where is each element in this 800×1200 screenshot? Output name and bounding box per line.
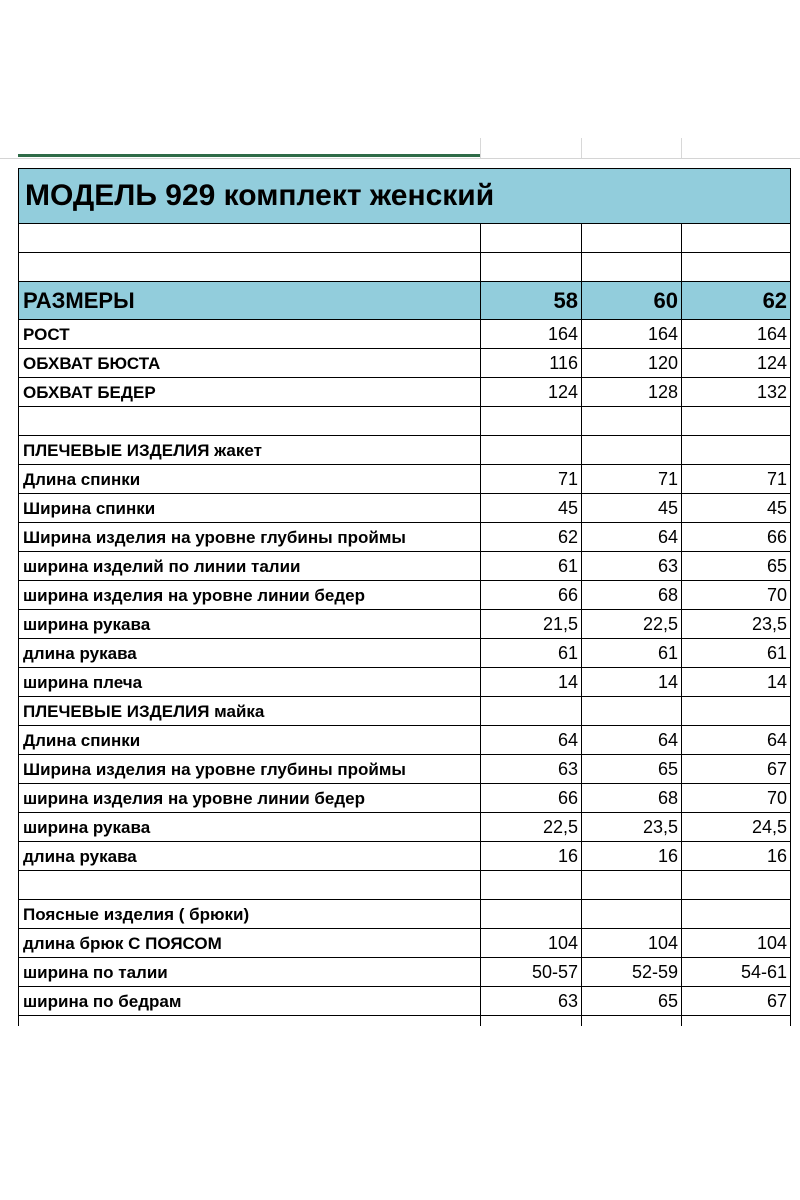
table-row — [19, 581, 791, 610]
row-label[interactable]: Ширина спинки — [19, 494, 481, 523]
value-cell[interactable]: 66 — [481, 784, 582, 813]
value-cell[interactable]: 45 — [582, 494, 682, 523]
value-cell[interactable]: 45 — [481, 494, 582, 523]
value-cell[interactable]: 124 — [481, 378, 582, 407]
value-cell[interactable]: 64 — [582, 726, 682, 755]
table-row — [19, 378, 791, 407]
table-row — [19, 639, 791, 668]
value-cell[interactable]: 22,5 — [481, 813, 582, 842]
row-label[interactable]: ширина рукава — [19, 610, 481, 639]
value-cell[interactable]: 71 — [682, 465, 791, 494]
value-cell[interactable]: 64 — [481, 726, 582, 755]
value-cell[interactable]: 65 — [682, 552, 791, 581]
table-row — [19, 668, 791, 697]
empty-cell[interactable] — [481, 1016, 582, 1027]
empty-cell[interactable] — [19, 1016, 481, 1027]
table-row — [19, 726, 791, 755]
empty-cell[interactable] — [481, 900, 582, 929]
table-row — [19, 987, 791, 1016]
value-cell[interactable]: 16 — [582, 842, 682, 871]
row-label[interactable]: ширина рукава — [19, 813, 481, 842]
sheet-top-strip — [0, 138, 800, 159]
sheet-title[interactable]: МОДЕЛЬ 929 комплект женский — [19, 169, 791, 224]
table-row — [19, 349, 791, 378]
row-label[interactable]: ширина по талии — [19, 958, 481, 987]
value-cell[interactable]: 66 — [682, 523, 791, 552]
empty-cell[interactable] — [682, 697, 791, 726]
empty-cell[interactable] — [481, 697, 582, 726]
empty-cell[interactable] — [582, 900, 682, 929]
partial-row — [19, 1016, 791, 1027]
value-cell[interactable]: 61 — [582, 639, 682, 668]
value-cell[interactable]: 54-61 — [682, 958, 791, 987]
size-cell[interactable]: 58 — [481, 282, 582, 320]
value-cell[interactable]: 65 — [582, 987, 682, 1016]
value-cell[interactable]: 21,5 — [481, 610, 582, 639]
section-title[interactable]: ПЛЕЧЕВЫЕ ИЗДЕЛИЯ жакет — [19, 436, 481, 465]
value-cell[interactable]: 128 — [582, 378, 682, 407]
sizes-header-row — [19, 282, 791, 320]
table-row — [19, 813, 791, 842]
empty-row — [19, 871, 791, 900]
value-cell[interactable]: 70 — [682, 581, 791, 610]
row-label[interactable]: РОСТ — [19, 320, 481, 349]
value-cell[interactable]: 14 — [582, 668, 682, 697]
row-label[interactable]: Длина спинки — [19, 726, 481, 755]
value-cell[interactable]: 50-57 — [481, 958, 582, 987]
table-row — [19, 523, 791, 552]
value-cell[interactable]: 67 — [682, 755, 791, 784]
value-cell[interactable]: 24,5 — [682, 813, 791, 842]
value-cell[interactable]: 22,5 — [582, 610, 682, 639]
value-cell[interactable]: 64 — [682, 726, 791, 755]
value-cell[interactable]: 45 — [682, 494, 791, 523]
section-header-row — [19, 900, 791, 929]
row-label[interactable]: ширина по бедрам — [19, 987, 481, 1016]
value-cell[interactable]: 120 — [582, 349, 682, 378]
value-cell[interactable]: 63 — [582, 552, 682, 581]
table-row — [19, 842, 791, 871]
section-header-row — [19, 697, 791, 726]
value-cell[interactable]: 52-59 — [582, 958, 682, 987]
empty-cell[interactable] — [582, 697, 682, 726]
row-label[interactable]: Ширина изделия на уровне глубины проймы — [19, 523, 481, 552]
empty-cell[interactable] — [682, 1016, 791, 1027]
row-label[interactable]: Длина спинки — [19, 465, 481, 494]
table-row — [19, 929, 791, 958]
value-cell[interactable]: 14 — [682, 668, 791, 697]
value-cell[interactable]: 23,5 — [582, 813, 682, 842]
value-cell[interactable]: 124 — [682, 349, 791, 378]
table-row — [19, 610, 791, 639]
row-label[interactable]: Ширина изделия на уровне глубины проймы — [19, 755, 481, 784]
section-header-row — [19, 436, 791, 465]
empty-cell[interactable] — [19, 871, 481, 900]
section-title[interactable]: Поясные изделия ( брюки) — [19, 900, 481, 929]
row-label[interactable]: длина рукава — [19, 639, 481, 668]
value-cell[interactable]: 63 — [481, 755, 582, 784]
row-label[interactable]: длина брюк С ПОЯСОМ — [19, 929, 481, 958]
value-cell[interactable]: 164 — [682, 320, 791, 349]
active-column-indicator — [18, 154, 480, 157]
row-label[interactable]: ширина плеча — [19, 668, 481, 697]
value-cell[interactable]: 62 — [481, 523, 582, 552]
empty-cell[interactable] — [682, 871, 791, 900]
table-row — [19, 494, 791, 523]
value-cell[interactable]: 116 — [481, 349, 582, 378]
empty-row — [19, 407, 791, 436]
table-row — [19, 320, 791, 349]
empty-cell[interactable] — [682, 436, 791, 465]
row-label[interactable]: ширина изделия на уровне линии бедер — [19, 581, 481, 610]
empty-cell[interactable] — [682, 900, 791, 929]
value-cell[interactable]: 67 — [682, 987, 791, 1016]
table-row — [19, 465, 791, 494]
value-cell[interactable]: 66 — [481, 581, 582, 610]
row-label[interactable]: ширина изделия на уровне линии бедер — [19, 784, 481, 813]
size-chart-table — [18, 168, 791, 1026]
row-label[interactable]: ширина изделий по линии талии — [19, 552, 481, 581]
value-cell[interactable]: 16 — [682, 842, 791, 871]
empty-cell[interactable] — [481, 871, 582, 900]
row-label[interactable]: ОБХВАТ БЮСТА — [19, 349, 481, 378]
value-cell[interactable]: 63 — [481, 987, 582, 1016]
row-label[interactable]: ОБХВАТ БЕДЕР — [19, 378, 481, 407]
row-label[interactable]: длина рукава — [19, 842, 481, 871]
value-cell[interactable]: 16 — [481, 842, 582, 871]
value-cell[interactable]: 68 — [582, 784, 682, 813]
value-cell[interactable]: 164 — [582, 320, 682, 349]
empty-cell[interactable] — [481, 407, 582, 436]
value-cell[interactable]: 64 — [582, 523, 682, 552]
value-cell[interactable]: 104 — [682, 929, 791, 958]
size-cell[interactable]: 62 — [682, 282, 791, 320]
value-cell[interactable]: 65 — [582, 755, 682, 784]
value-cell[interactable]: 132 — [682, 378, 791, 407]
value-cell[interactable]: 68 — [582, 581, 682, 610]
empty-cell[interactable] — [19, 407, 481, 436]
value-cell[interactable]: 61 — [481, 552, 582, 581]
value-cell[interactable]: 164 — [481, 320, 582, 349]
table-row — [19, 552, 791, 581]
value-cell[interactable]: 61 — [481, 639, 582, 668]
empty-cell[interactable] — [582, 436, 682, 465]
empty-cell[interactable] — [682, 407, 791, 436]
section-title[interactable]: ПЛЕЧЕВЫЕ ИЗДЕЛИЯ майка — [19, 697, 481, 726]
table-row — [19, 784, 791, 813]
value-cell[interactable]: 104 — [582, 929, 682, 958]
empty-cell[interactable] — [481, 436, 582, 465]
empty-cell[interactable] — [582, 407, 682, 436]
value-cell[interactable]: 14 — [481, 668, 582, 697]
table-row — [19, 755, 791, 784]
value-cell[interactable]: 70 — [682, 784, 791, 813]
value-cell[interactable]: 104 — [481, 929, 582, 958]
value-cell[interactable]: 61 — [682, 639, 791, 668]
value-cell[interactable]: 23,5 — [682, 610, 791, 639]
table-row — [19, 958, 791, 987]
size-cell[interactable]: 60 — [582, 282, 682, 320]
sizes-label[interactable]: РАЗМЕРЫ — [19, 282, 481, 320]
value-cell[interactable]: 71 — [582, 465, 682, 494]
empty-cell[interactable] — [582, 871, 682, 900]
empty-cell[interactable] — [582, 1016, 682, 1027]
value-cell[interactable]: 71 — [481, 465, 582, 494]
